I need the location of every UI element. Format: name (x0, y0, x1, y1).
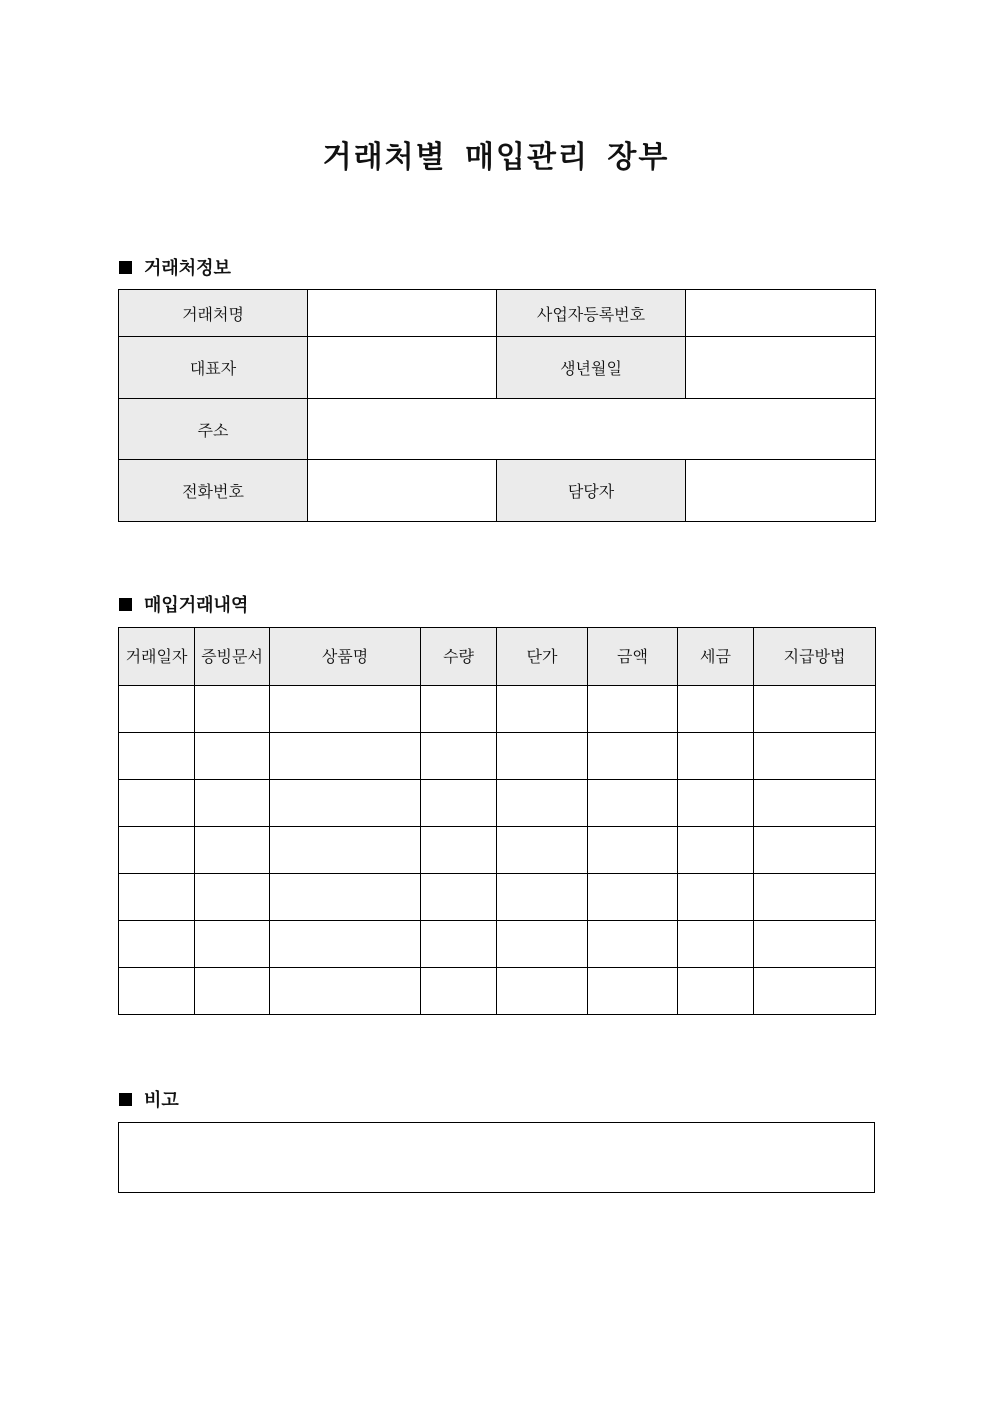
table-row (119, 460, 876, 522)
table-cell[interactable] (195, 827, 270, 874)
table-row (119, 686, 876, 733)
col-header-document: 증빙문서 (195, 628, 270, 686)
table-cell[interactable] (754, 733, 876, 780)
col-header-product: 상품명 (270, 628, 421, 686)
table-cell[interactable] (497, 686, 588, 733)
table-cell[interactable] (588, 921, 678, 968)
address-label: 주소 (119, 399, 308, 460)
address-field[interactable] (308, 399, 876, 460)
table-cell[interactable] (195, 686, 270, 733)
col-header-unit-price: 단가 (497, 628, 588, 686)
table-cell[interactable] (497, 921, 588, 968)
table-cell[interactable] (678, 733, 754, 780)
biz-number-label: 사업자등록번호 (497, 290, 686, 337)
square-bullet-icon (119, 1093, 132, 1106)
representative-label: 대표자 (119, 337, 308, 399)
birth-date-label: 생년월일 (497, 337, 686, 399)
table-cell[interactable] (678, 874, 754, 921)
vendor-name-label: 거래처명 (119, 290, 308, 337)
table-cell[interactable] (421, 874, 497, 921)
col-header-quantity: 수량 (421, 628, 497, 686)
table-cell[interactable] (421, 780, 497, 827)
table-cell[interactable] (119, 780, 195, 827)
table-cell[interactable] (270, 686, 421, 733)
table-cell[interactable] (588, 780, 678, 827)
manager-label: 담당자 (497, 460, 686, 522)
remarks-field[interactable] (118, 1122, 875, 1193)
vendor-name-field[interactable] (308, 290, 497, 337)
table-cell[interactable] (119, 686, 195, 733)
section-header-remarks (119, 1086, 179, 1112)
table-row (119, 968, 876, 1015)
table-cell[interactable] (195, 733, 270, 780)
table-cell[interactable] (119, 921, 195, 968)
table-row (119, 399, 876, 460)
vendor-info-table (118, 289, 876, 522)
table-cell[interactable] (754, 686, 876, 733)
table-cell[interactable] (754, 921, 876, 968)
phone-field[interactable] (308, 460, 497, 522)
section-header-info (119, 254, 231, 280)
table-cell[interactable] (421, 921, 497, 968)
section-title: 거래처정보 (144, 258, 231, 279)
table-cell[interactable] (195, 874, 270, 921)
table-cell[interactable] (421, 686, 497, 733)
table-cell[interactable] (421, 968, 497, 1015)
section-header-transactions (119, 591, 248, 617)
table-row (119, 921, 876, 968)
table-cell[interactable] (588, 874, 678, 921)
table-cell[interactable] (497, 780, 588, 827)
representative-field[interactable] (308, 337, 497, 399)
table-cell[interactable] (270, 968, 421, 1015)
manager-field[interactable] (686, 460, 876, 522)
table-cell[interactable] (588, 827, 678, 874)
square-bullet-icon (119, 598, 132, 611)
table-cell[interactable] (754, 968, 876, 1015)
col-header-amount: 금액 (588, 628, 678, 686)
table-cell[interactable] (119, 874, 195, 921)
transactions-body (119, 686, 876, 1015)
table-cell[interactable] (588, 968, 678, 1015)
table-cell[interactable] (195, 968, 270, 1015)
table-cell[interactable] (270, 874, 421, 921)
col-header-payment-method: 지급방법 (754, 628, 876, 686)
table-cell[interactable] (195, 780, 270, 827)
table-cell[interactable] (270, 921, 421, 968)
birth-date-field[interactable] (686, 337, 876, 399)
section-title: 비고 (144, 1090, 179, 1111)
table-cell[interactable] (588, 733, 678, 780)
table-cell[interactable] (678, 686, 754, 733)
table-cell[interactable] (497, 827, 588, 874)
phone-label: 전화번호 (119, 460, 308, 522)
table-row (119, 733, 876, 780)
biz-number-field[interactable] (686, 290, 876, 337)
table-cell[interactable] (754, 827, 876, 874)
table-cell[interactable] (754, 780, 876, 827)
table-header-row (119, 628, 876, 686)
section-title: 매입거래내역 (144, 595, 249, 616)
table-cell[interactable] (588, 686, 678, 733)
table-row (119, 780, 876, 827)
table-cell[interactable] (678, 780, 754, 827)
table-cell[interactable] (195, 921, 270, 968)
table-cell[interactable] (497, 968, 588, 1015)
table-cell[interactable] (119, 733, 195, 780)
purchase-transactions-table (118, 627, 876, 1015)
table-cell[interactable] (270, 780, 421, 827)
page-title: 거래처별 매입관리 장부 (322, 140, 670, 175)
table-cell[interactable] (270, 733, 421, 780)
table-cell[interactable] (421, 827, 497, 874)
table-cell[interactable] (678, 827, 754, 874)
table-cell[interactable] (421, 733, 497, 780)
table-row (119, 874, 876, 921)
table-cell[interactable] (678, 921, 754, 968)
table-cell[interactable] (270, 827, 421, 874)
table-cell[interactable] (119, 968, 195, 1015)
table-row (119, 290, 876, 337)
square-bullet-icon (119, 261, 132, 274)
table-cell[interactable] (119, 827, 195, 874)
table-row (119, 827, 876, 874)
table-cell[interactable] (497, 874, 588, 921)
table-row (119, 337, 876, 399)
col-header-tax: 세금 (678, 628, 754, 686)
table-cell[interactable] (678, 968, 754, 1015)
table-cell[interactable] (497, 733, 588, 780)
col-header-date: 거래일자 (119, 628, 195, 686)
table-cell[interactable] (754, 874, 876, 921)
